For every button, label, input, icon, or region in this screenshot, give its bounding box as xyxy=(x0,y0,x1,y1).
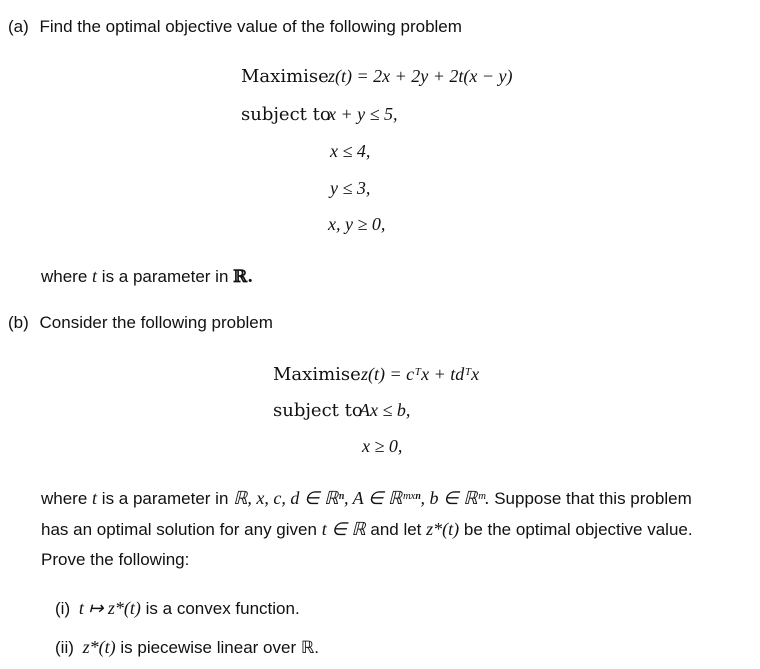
item-label: (ii) xyxy=(55,638,74,657)
part-b-para-line-3: Prove the following: xyxy=(41,550,190,569)
part-a-heading-line xyxy=(8,17,462,37)
para-math: z*(t) xyxy=(426,519,460,539)
part-b-constraint-1: Ax ≤ b, xyxy=(359,400,411,420)
para-text: be the optimal objective value. xyxy=(463,520,693,539)
item-text: is piecewise linear over ℝ. xyxy=(120,638,320,657)
part-b-heading-line xyxy=(8,313,273,333)
part-b-para-line-2 xyxy=(41,519,693,540)
part-b-constraint-2: x ≥ 0, xyxy=(362,436,403,456)
part-b-para-line-1 xyxy=(41,488,692,509)
where-var: t xyxy=(92,266,98,286)
para-text: Suppose that this problem xyxy=(494,489,692,508)
part-a-constraint-1: x + y ≤ 5, xyxy=(328,104,398,124)
item-math: z*(t) xyxy=(82,637,116,657)
part-a-heading: Find the optimal objective value of the following problem xyxy=(39,17,462,36)
part-a-label: (a) xyxy=(8,17,29,36)
item-label: (i) xyxy=(55,599,71,618)
where-mid: is a parameter in xyxy=(101,267,229,286)
part-a-maximise-word: Maximise xyxy=(241,66,329,87)
item-math: t ↦ z*(t) xyxy=(78,598,141,618)
part-a-constraint-2: x ≤ 4, xyxy=(330,141,371,161)
part-b-subject-to-word: subject to xyxy=(273,400,363,421)
para-math: t ∈ ℝ xyxy=(321,519,366,539)
where-prefix: where xyxy=(41,267,88,286)
list-item xyxy=(55,598,300,619)
part-b-objective: z(t) = cᵀx + tdᵀx xyxy=(361,364,480,384)
para-math: ℝ, x, c, d ∈ ℝⁿ, A ∈ ℝᵐˣⁿ, b ∈ ℝᵐ. xyxy=(233,488,490,508)
para-math: t xyxy=(92,488,98,508)
para-text: where xyxy=(41,489,88,508)
part-a-subject-to-word: subject to xyxy=(241,104,331,125)
part-a-objective: z(t) = 2x + 2y + 2t(x − y) xyxy=(328,66,513,86)
list-item xyxy=(55,637,319,658)
part-a-where-line xyxy=(41,266,253,287)
where-set: ℝ. xyxy=(233,267,254,287)
part-b-label: (b) xyxy=(8,313,29,332)
part-b-heading: Consider the following problem xyxy=(39,313,273,332)
item-text: is a convex function. xyxy=(145,599,300,618)
part-a-constraint-4: x, y ≥ 0, xyxy=(328,214,386,234)
para-text: and let xyxy=(370,520,422,539)
part-a-constraint-3: y ≤ 3, xyxy=(330,178,371,198)
para-text: is a parameter in xyxy=(101,489,229,508)
part-b-maximise-word: Maximise xyxy=(273,364,361,385)
para-text: has an optimal solution for any given xyxy=(41,520,317,539)
